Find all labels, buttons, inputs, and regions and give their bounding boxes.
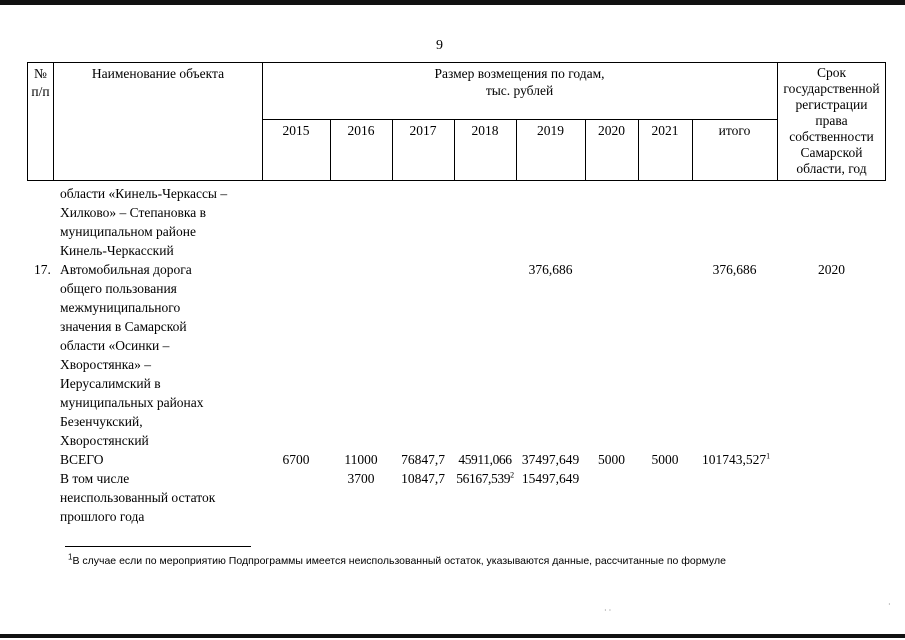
bottom-border: [0, 634, 905, 638]
page-number: 9: [436, 38, 443, 53]
including-2018: [452, 469, 518, 488]
total-2015: 6700: [282, 452, 310, 467]
total-2017: 76847,7: [401, 452, 445, 467]
header-term-line: Самарской: [800, 145, 863, 160]
header-amount-title-2: тыс. рублей: [485, 83, 554, 98]
total-sum-footnote-mark: 1: [766, 451, 771, 461]
row17-2019: 376,686: [528, 262, 573, 277]
total-2021: 5000: [651, 452, 679, 467]
continuation-line: области «Кинель-Черкассы –: [60, 186, 228, 201]
total-2016: 11000: [344, 452, 378, 467]
including-label-line: прошлого года: [60, 509, 145, 524]
including-2018-value: 56167,539: [456, 471, 511, 486]
including-2017: 10847,7: [401, 471, 445, 486]
including-2016: 3700: [347, 471, 375, 486]
total-2018: 45911,066: [458, 452, 512, 467]
header-amount-title-1: Размер возмещения по годам,: [434, 66, 605, 81]
including-2019: 15497,649: [521, 471, 580, 486]
row17-name-line: Хворостянка» –: [60, 357, 151, 372]
total-2020: 5000: [598, 452, 625, 467]
row17-name-line: Хворостянский: [60, 433, 149, 448]
top-border: [0, 0, 905, 5]
header-term-line: области, год: [796, 161, 867, 176]
header-term-line: государственной: [783, 81, 880, 96]
row17-num: 17.: [34, 262, 51, 277]
including-2018-footnote-mark: 2: [510, 470, 514, 480]
total-sum: [692, 450, 780, 469]
continuation-line: Кинель-Черкасский: [60, 243, 174, 258]
header-total: итого: [718, 123, 751, 138]
scan-speck: ·: [888, 600, 891, 609]
total-label: ВСЕГО: [60, 452, 104, 467]
header-year-2015: 2015: [282, 123, 310, 138]
continuation-line: Хилково» – Степановка в: [60, 205, 206, 220]
total-2019: 37497,649: [521, 452, 580, 467]
row17-name-line: области «Осинки –: [60, 338, 170, 353]
footnote-mark: 1: [68, 552, 73, 562]
row17-total: 376,686: [712, 262, 757, 277]
row17-term: 2020: [818, 262, 845, 277]
continuation-line: муниципальном районе: [60, 224, 196, 239]
total-sum-value: 101743,527: [701, 452, 767, 467]
row17-name-line: Автомобильная дорога: [60, 262, 192, 277]
scan-speck: · ·: [604, 606, 612, 615]
footnote: [68, 552, 726, 567]
row17-name-line: Иерусалимский в: [60, 376, 161, 391]
header-term-line: регистрации: [795, 97, 868, 112]
header-year-2019: 2019: [537, 123, 564, 138]
row17-name-line: муниципальных районах: [60, 395, 204, 410]
header-num-col: № п/п: [31, 66, 50, 99]
header-year-2016: 2016: [347, 123, 375, 138]
header-year-2017: 2017: [409, 123, 437, 138]
header-term-line: собственности: [789, 129, 874, 144]
including-label-line: неиспользованный остаток: [60, 490, 216, 505]
footnote-text: В случае если по мероприятию Подпрограммы имеется неиспользованный остаток, указываются данные, рассчитанные по формуле: [72, 555, 726, 567]
row17-name-line: общего пользования: [60, 281, 177, 296]
header-year-2021: 2021: [651, 123, 679, 138]
header-term-line: Срок: [816, 65, 847, 80]
header-year-2018: 2018: [471, 123, 499, 138]
header-name-col: Наименование объекта: [91, 66, 225, 81]
row17-name-line: межмуниципального: [60, 300, 181, 315]
including-label-line: В том числе: [60, 471, 130, 486]
row17-name-line: Безенчукский,: [60, 414, 143, 429]
footnote-separator: [65, 546, 251, 547]
header-term-line: права: [815, 113, 848, 128]
header-year-2020: 2020: [598, 123, 625, 138]
row17-name-line: значения в Самарской: [60, 319, 187, 334]
